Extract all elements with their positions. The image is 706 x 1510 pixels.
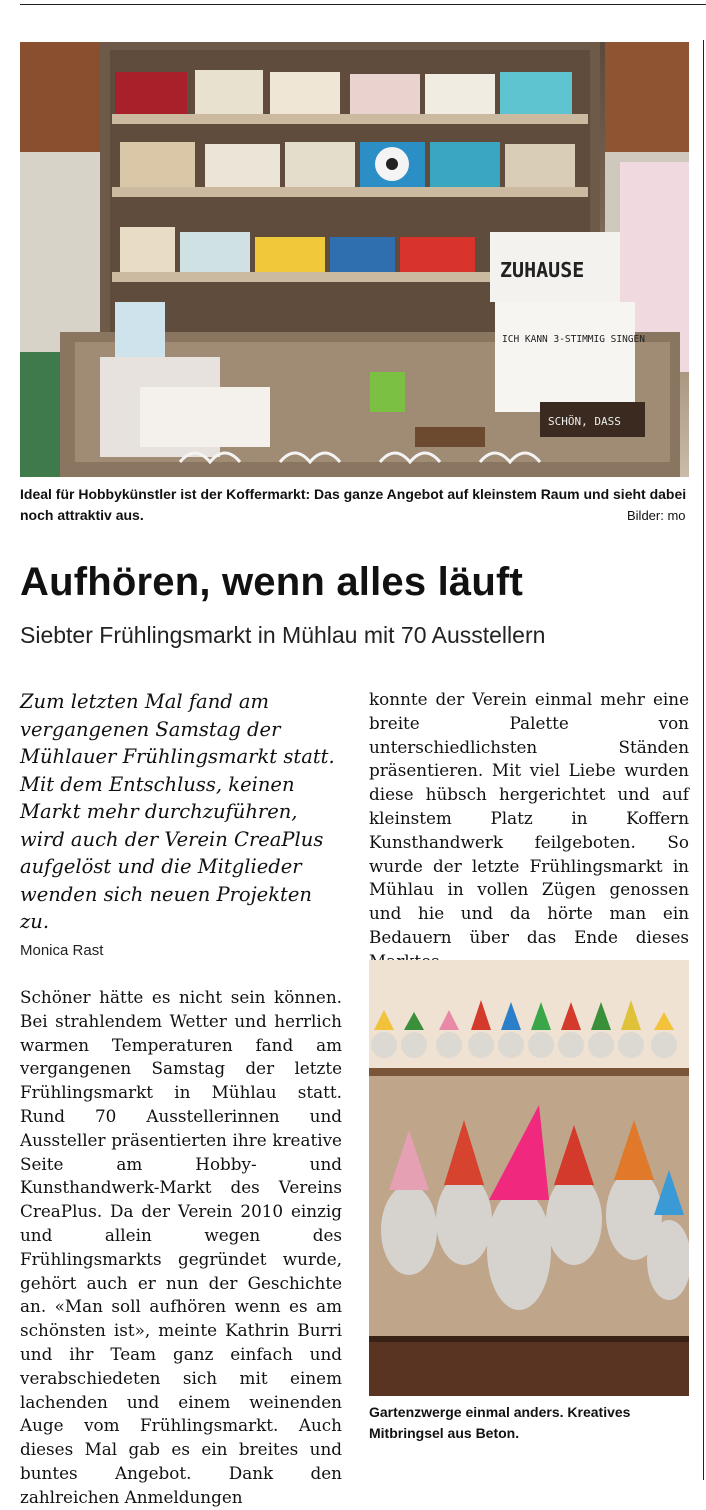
column-rule (703, 40, 704, 1480)
photo-garden-gnomes (369, 960, 689, 1396)
article-body-column-2: konnte der Verein einmal mehr eine breite Palette von unterschiedlichsten Ständen präsentieren. Mit viel Liebe wurden diese hübsch hergerichtet und auf kleinstem Platz in Koffern Kunsthandwerk feilgeboten. So wurde der letzte Frühlingsmarkt in Mühlau in vollen Zügen genossen und hie und da hörte man ein Bedauern über das Ende dieses (369, 689, 689, 947)
suitcase-display-illustration (20, 42, 689, 477)
article-subheadline: Siebter Frühlingsmarkt in Mühlau mit 70 Ausstellern (20, 622, 546, 648)
top-photo-caption: Ideal für Hobbykünstler ist der Koffermarkt: Das ganze Angebot auf kleinstem Raum und sieht dabei noch attraktiv aus. (20, 486, 687, 523)
sign-zuhause: ZUHAUSE (500, 258, 585, 282)
gnome-shelf-illustration (369, 960, 689, 1396)
bottom-photo-caption: Gartenzwerge einmal anders. Kreatives Mitbringsel aus Beton. (369, 1404, 631, 1441)
article-lead: Zum letzten Mal fand am vergangenen Samstag der Mühlauer Frühlingsmarkt statt. Mit dem Entschluss, keinen Markt mehr durchzuführen, wird auch der Verein CreaPlus aufgelöst und die Mitglieder wenden sich neuen Projekten zu. (20, 690, 335, 933)
photo-credit: Bilder: mo (627, 508, 686, 523)
top-rule (20, 4, 706, 5)
article-headline: Aufhören, wenn alles läuft (20, 560, 524, 604)
sign-singen: ICH KANN 3-STIMMIG SINGEN (502, 334, 645, 345)
article-body-column-1: Schöner hätte es nicht sein können. Bei strahlendem Wetter und herrlich warmen Temperaturen fand am vergangenen Samstag der letzte Frühlingsmarkt in Mühlau statt. Rund 70 Ausstellerinnen und Aussteller präsentierten ihre kreative Seite am Hobby- und Kunsthandwerk-Markt des Vereins CreaPlus. Da der Verein 2010 einzig und allein wegen des Frühlingsmarkts gegründet wurde, gehört auch er nun der Geschichte an. «Man soll aufhören wenn es am schönsten ist», meinte Kathrin Burri und ihr Team ganz einfach und verabschiedeten sich mit einem lachenden und einem weinenden Auge vom Frühlingsmarkt. Auch dieses Mal gab es ein breites und buntes Angebot. Dank den zahlreichen Anmeldungen (20, 987, 342, 1507)
article-author: Monica Rast (20, 942, 104, 959)
photo-suitcase-market (20, 42, 689, 477)
sign-schoen: SCHÖN, DASS (548, 415, 621, 428)
